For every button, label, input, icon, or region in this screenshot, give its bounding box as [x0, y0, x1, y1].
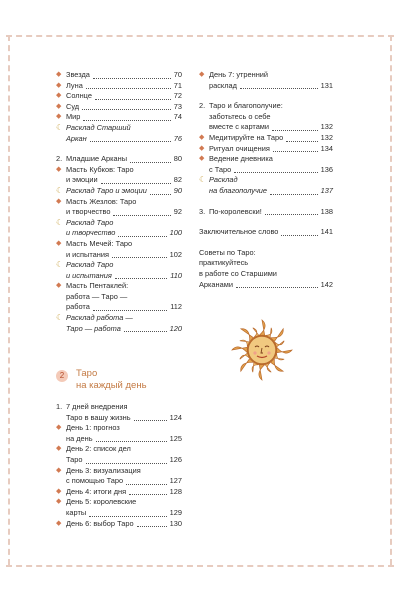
- toc-page-number: 72: [173, 91, 182, 101]
- toc-entry-title: Младшие Арканы: [66, 154, 128, 164]
- toc-entry: [56, 423, 182, 444]
- toc-entry-row: [66, 154, 182, 165]
- toc-entry-title: Таро в вашу жизнь: [66, 412, 131, 422]
- toc-entry: [56, 466, 182, 487]
- toc-page-number: 136: [320, 164, 333, 174]
- toc-entry-title-line: в работе со Старшими: [199, 268, 277, 278]
- leader-dots: [130, 162, 171, 163]
- crescent-moon-icon: ☾: [56, 185, 64, 195]
- toc-entry: [56, 197, 182, 218]
- toc-entry: [199, 144, 333, 155]
- leader-dots: [150, 194, 171, 195]
- toc-entry-row: [66, 476, 182, 487]
- diamond-bullet-icon: ◆: [56, 71, 62, 78]
- diamond-bullet-icon: ◆: [56, 102, 62, 110]
- toc-gap: [56, 144, 182, 154]
- leader-dots: [129, 494, 167, 495]
- leader-dots: [112, 257, 167, 258]
- toc-entry-title: Медитируйте на Таро: [209, 132, 284, 142]
- diamond-bullet-icon: ◆: [56, 519, 62, 527]
- leader-dots: [234, 172, 317, 173]
- diamond-bullet-icon: ◆: [56, 445, 62, 453]
- toc-left-column-top: [56, 70, 182, 334]
- leader-dots: [86, 463, 167, 464]
- toc-entry-title: Солнце: [66, 91, 92, 101]
- sun-ray: [232, 347, 247, 353]
- toc-page-number: 138: [320, 206, 333, 216]
- toc-left-column-bottom: [56, 402, 182, 529]
- toc-page-number: 120: [169, 323, 182, 333]
- toc-entry-title: на день: [66, 433, 93, 443]
- leader-dots: [89, 516, 167, 517]
- toc-entry-body: [56, 154, 182, 165]
- toc-entry-title: и испытания: [66, 270, 112, 280]
- toc-entry: [56, 519, 182, 530]
- toc-entry-row: [209, 122, 333, 133]
- toc-entry-row: [209, 81, 333, 92]
- toc-page-number: 70: [173, 70, 182, 79]
- toc-entry-body: [66, 81, 182, 92]
- sun-face-illustration: [230, 318, 294, 382]
- leader-dots: [90, 141, 171, 142]
- toc-entry-title: и испытания: [66, 249, 109, 259]
- toc-entry-row: [66, 112, 182, 123]
- toc-entry-title: и творчество: [66, 207, 111, 217]
- toc-entry-body: [66, 102, 182, 113]
- toc-page-number: 90: [173, 185, 182, 195]
- section-number-icon: 2: [56, 370, 68, 382]
- leader-dots: [240, 88, 318, 89]
- toc-entry-body: [199, 101, 333, 133]
- toc-entry-body: [66, 165, 182, 186]
- toc-entry-body: [66, 313, 182, 334]
- toc-page-number: 112: [170, 302, 182, 312]
- toc-entry-title: Ритуал очищения: [209, 143, 270, 153]
- toc-entry-body: [209, 70, 333, 91]
- toc-entry: [56, 154, 182, 165]
- diamond-bullet-icon: ◆: [199, 155, 205, 163]
- toc-page-number: 132: [320, 122, 333, 132]
- toc-entry-row: [209, 133, 333, 144]
- toc-entry: [56, 81, 182, 92]
- toc-entry-title-line: Расклад Таро: [66, 217, 114, 227]
- toc-page-number: 92: [173, 207, 182, 217]
- diamond-bullet-icon: ◆: [199, 133, 205, 141]
- toc-entry-body: [199, 248, 333, 290]
- toc-entry-title-line: Расклад Таро: [66, 260, 114, 270]
- toc-entry: [56, 91, 182, 102]
- toc-page-number: 100: [169, 228, 182, 238]
- toc-entry-body: [209, 175, 333, 196]
- toc-entry-row: [66, 175, 182, 186]
- toc-entry: [56, 281, 182, 313]
- diamond-bullet-icon: ◆: [56, 498, 62, 506]
- toc-entry-title-line: День 2: список дел: [66, 444, 131, 454]
- toc-entry-row: [209, 165, 333, 176]
- toc-page-number: 110: [170, 270, 182, 280]
- toc-entry-row: [66, 413, 182, 424]
- diamond-bullet-icon: ◆: [56, 197, 62, 205]
- toc-entry: [56, 218, 182, 239]
- diamond-bullet-icon: ◆: [199, 71, 205, 78]
- toc-entry-row: [66, 324, 182, 335]
- toc-entry-title-line: 7 дней внедрения: [66, 402, 128, 411]
- toc-entry-row: [199, 280, 333, 291]
- toc-entry-title: Заключительное слово: [199, 227, 279, 237]
- leader-dots: [272, 130, 318, 131]
- section-title: [76, 368, 147, 392]
- toc-gap: [199, 217, 333, 227]
- toc-entry-title-line: День 5: королевские: [66, 497, 137, 507]
- leader-dots: [281, 235, 317, 236]
- toc-entry-title-line: Масть Кубков: Таро: [66, 164, 134, 174]
- toc-entry: [56, 444, 182, 465]
- toc-page-number: 76: [173, 133, 182, 143]
- diamond-bullet-icon: ◆: [56, 81, 62, 89]
- toc-entry-title: Арканами: [199, 279, 233, 289]
- toc-entry-body: [66, 444, 182, 465]
- toc-entry: [56, 402, 182, 423]
- diamond-bullet-icon: ◆: [56, 239, 62, 247]
- diamond-bullet-icon: ◆: [56, 487, 62, 495]
- toc-entry-body: [66, 91, 182, 102]
- toc-entry: [56, 102, 182, 113]
- leader-dots: [236, 287, 318, 288]
- crescent-moon-icon: ☾: [56, 260, 64, 270]
- toc-entry-body: [66, 466, 182, 487]
- toc-entry-title: Суд: [66, 101, 80, 111]
- leader-dots: [113, 215, 170, 216]
- toc-entry-title-line: Советы по Таро:: [199, 247, 256, 257]
- sun-ray: [259, 365, 265, 380]
- toc-entry-title: Звезда: [66, 70, 90, 79]
- diamond-bullet-icon: ◆: [56, 92, 62, 100]
- toc-entry-row: [66, 91, 182, 102]
- toc-entry: [199, 248, 333, 290]
- toc-entry-title: Мир: [66, 112, 81, 122]
- toc-page-number: 74: [173, 112, 182, 122]
- toc-right-column: [199, 70, 333, 290]
- toc-entry-body: [66, 186, 182, 197]
- sun-ray: [241, 329, 254, 342]
- toc-entry: [199, 227, 333, 238]
- toc-entry-row: [66, 250, 182, 261]
- diamond-bullet-icon: ◆: [56, 165, 62, 173]
- toc-entry-row: [66, 271, 182, 282]
- toc-entry-body: [66, 497, 182, 518]
- toc-entry-title: Таро: [66, 454, 83, 464]
- toc-entry-title: и эмоции: [66, 175, 98, 185]
- crescent-moon-icon: ☾: [56, 313, 64, 323]
- leader-dots: [86, 88, 171, 89]
- leader-dots: [118, 236, 166, 237]
- toc-entry-row: [209, 186, 333, 197]
- toc-entry-title: Расклад Таро и эмоции: [66, 185, 147, 195]
- leader-dots: [270, 194, 318, 195]
- leader-dots: [134, 420, 167, 421]
- toc-entry-title-line: День 3: визуализация: [66, 465, 141, 475]
- toc-entry: [56, 70, 182, 81]
- toc-page-number: 132: [320, 132, 333, 142]
- toc-entry-row: [66, 134, 182, 145]
- toc-entry: [56, 487, 182, 498]
- toc-entry-body: [66, 487, 182, 498]
- toc-entry-row: [199, 227, 333, 238]
- toc-entry-row: [66, 207, 182, 218]
- sun-ray: [277, 347, 292, 353]
- toc-entry-row: [66, 81, 182, 92]
- toc-entry-row: [66, 434, 182, 445]
- toc-entry-row: [66, 487, 182, 498]
- section-title-line1: Таро: [76, 368, 98, 379]
- leader-dots: [101, 183, 171, 184]
- diamond-bullet-icon: ◆: [199, 144, 205, 152]
- toc-entry-body: [66, 70, 182, 81]
- toc-entry-row: [66, 102, 182, 113]
- toc-page-number: 130: [169, 518, 182, 528]
- leader-dots: [82, 109, 171, 110]
- toc-entry: [56, 186, 182, 197]
- toc-entry: [56, 260, 182, 281]
- toc-entry-body: [56, 402, 182, 423]
- toc-entry-title: вместе с картами: [209, 122, 270, 132]
- toc-page-number: 73: [173, 101, 182, 111]
- toc-entry-row: [66, 70, 182, 81]
- toc-gap: [199, 238, 333, 248]
- toc-entry-title-line: заботьтесь о себе: [209, 111, 271, 121]
- toc-entry-row: [209, 144, 333, 155]
- toc-page-number: 129: [169, 507, 182, 517]
- toc-entry-row: [66, 508, 182, 519]
- toc-entry-number: 2.: [199, 101, 206, 111]
- toc-entry-title-line: День 7: утренний: [209, 70, 269, 79]
- toc-entry-title: По-королевски!: [209, 206, 262, 216]
- toc-entry: [56, 165, 182, 186]
- toc-entry-title-line: Масть Пентаклей:: [66, 281, 129, 291]
- toc-entry: [199, 133, 333, 144]
- toc-entry-title-line: Таро и благополучие:: [209, 101, 283, 111]
- toc-entry-title: и творчество: [66, 228, 116, 238]
- toc-entry-title: Луна: [66, 80, 83, 90]
- toc-entry-body: [66, 260, 182, 281]
- toc-entry: [56, 313, 182, 334]
- toc-entry-title: работа: [66, 302, 90, 312]
- toc-gap: [199, 197, 333, 207]
- toc-entry-row: [66, 228, 182, 239]
- toc-page-number: 128: [169, 486, 182, 496]
- toc-entry-title: День 6: выбор Таро: [66, 518, 134, 528]
- toc-entry-title: на благополучие: [209, 185, 268, 195]
- toc-entry-title: Аркан: [66, 133, 87, 143]
- toc-entry: [56, 112, 182, 123]
- toc-entry-body: [66, 239, 182, 260]
- toc-page-number: 142: [320, 279, 333, 289]
- toc-entry-title-line: Расклад Старший: [66, 122, 131, 132]
- page-border-right: [390, 35, 392, 565]
- leader-dots: [93, 78, 171, 79]
- toc-entry-title-line: Расклад работа —: [66, 313, 133, 323]
- leader-dots: [93, 310, 167, 311]
- toc-page-number: 131: [320, 80, 333, 90]
- toc-entry-body: [66, 423, 182, 444]
- toc-page-number: 141: [320, 227, 333, 237]
- toc-entry-title-line: Масть Жезлов: Таро: [66, 196, 137, 206]
- toc-entry-body: [66, 281, 182, 313]
- toc-entry: [56, 239, 182, 260]
- toc-entry: [56, 497, 182, 518]
- toc-page-number: 127: [169, 476, 182, 486]
- toc-entry-body: [209, 154, 333, 175]
- toc-entry-row: [66, 519, 182, 530]
- toc-entry-title: с Таро: [209, 164, 232, 174]
- sun-ray: [259, 320, 265, 335]
- toc-page-number: 126: [169, 454, 182, 464]
- section-title-line2: на каждый день: [76, 380, 147, 391]
- toc-entry-title: с помощью Таро: [66, 476, 124, 486]
- toc-entry: [56, 123, 182, 144]
- leader-dots: [95, 99, 171, 100]
- toc-entry-body: [209, 144, 333, 155]
- toc-entry-number: 3.: [199, 206, 206, 216]
- toc-entry-number: 1.: [56, 402, 63, 411]
- toc-entry-row: [66, 455, 182, 466]
- toc-entry-title: День 4: итоги дня: [66, 486, 127, 496]
- leader-dots: [265, 214, 318, 215]
- toc-entry-row: [209, 207, 333, 218]
- toc-entry-title-line: Ведение дневника: [209, 154, 273, 164]
- crescent-moon-icon: ☾: [56, 122, 64, 132]
- toc-page-number: 125: [169, 433, 182, 443]
- toc-entry-title-line: Расклад: [209, 175, 238, 185]
- toc-entry: [199, 70, 333, 91]
- diamond-bullet-icon: ◆: [56, 424, 62, 432]
- sun-ray: [241, 359, 254, 372]
- toc-entry-row: [66, 186, 182, 197]
- leader-dots: [83, 120, 170, 121]
- toc-entry-number: 2.: [56, 154, 63, 164]
- leader-dots: [124, 331, 167, 332]
- toc-entry-title: расклад: [209, 80, 237, 90]
- leader-dots: [115, 278, 167, 279]
- toc-entry-title-line: работа — Таро —: [66, 291, 128, 301]
- leader-dots: [96, 441, 167, 442]
- toc-entry: [199, 154, 333, 175]
- toc-page-number: 137: [320, 185, 333, 195]
- leader-dots: [286, 141, 317, 142]
- leader-dots: [137, 526, 167, 527]
- diamond-bullet-icon: ◆: [56, 466, 62, 474]
- page-border-bottom: [6, 565, 394, 567]
- page-border-left: [8, 35, 10, 565]
- sun-ray: [271, 329, 284, 342]
- toc-page-number: 124: [169, 412, 182, 422]
- toc-page-number: 71: [173, 80, 182, 90]
- diamond-bullet-icon: ◆: [56, 282, 62, 290]
- toc-entry-body: [66, 112, 182, 123]
- diamond-bullet-icon: ◆: [56, 113, 62, 121]
- toc-entry-title: Таро — работа: [66, 323, 121, 333]
- toc-entry-body: [66, 519, 182, 530]
- toc-page-number: 80: [173, 154, 182, 164]
- crescent-moon-icon: ☾: [199, 175, 207, 185]
- toc-entry-title-line: День 1: прогноз: [66, 423, 120, 433]
- toc-page-number: 134: [320, 143, 333, 153]
- toc-entry-body: [199, 227, 333, 238]
- toc-page-number: 82: [173, 175, 182, 185]
- sun-ray: [271, 359, 284, 372]
- page-border-top: [6, 35, 394, 37]
- toc-page-number: 102: [169, 249, 182, 259]
- toc-entry-row: [66, 302, 182, 313]
- toc-entry-title: карты: [66, 507, 87, 517]
- toc-entry: [199, 175, 333, 196]
- toc-entry-body: [66, 123, 182, 144]
- toc-entry-body: [199, 207, 333, 218]
- toc-entry-body: [66, 197, 182, 218]
- toc-gap: [199, 91, 333, 101]
- crescent-moon-icon: ☾: [56, 217, 64, 227]
- toc-entry: [199, 207, 333, 218]
- toc-entry-body: [66, 218, 182, 239]
- leader-dots: [126, 484, 167, 485]
- toc-entry-title-line: Масть Мечей: Таро: [66, 238, 133, 248]
- toc-entry-body: [209, 133, 333, 144]
- toc-entry: [199, 101, 333, 133]
- toc-entry-title-line: практикуйтесь: [199, 258, 249, 268]
- leader-dots: [273, 151, 318, 152]
